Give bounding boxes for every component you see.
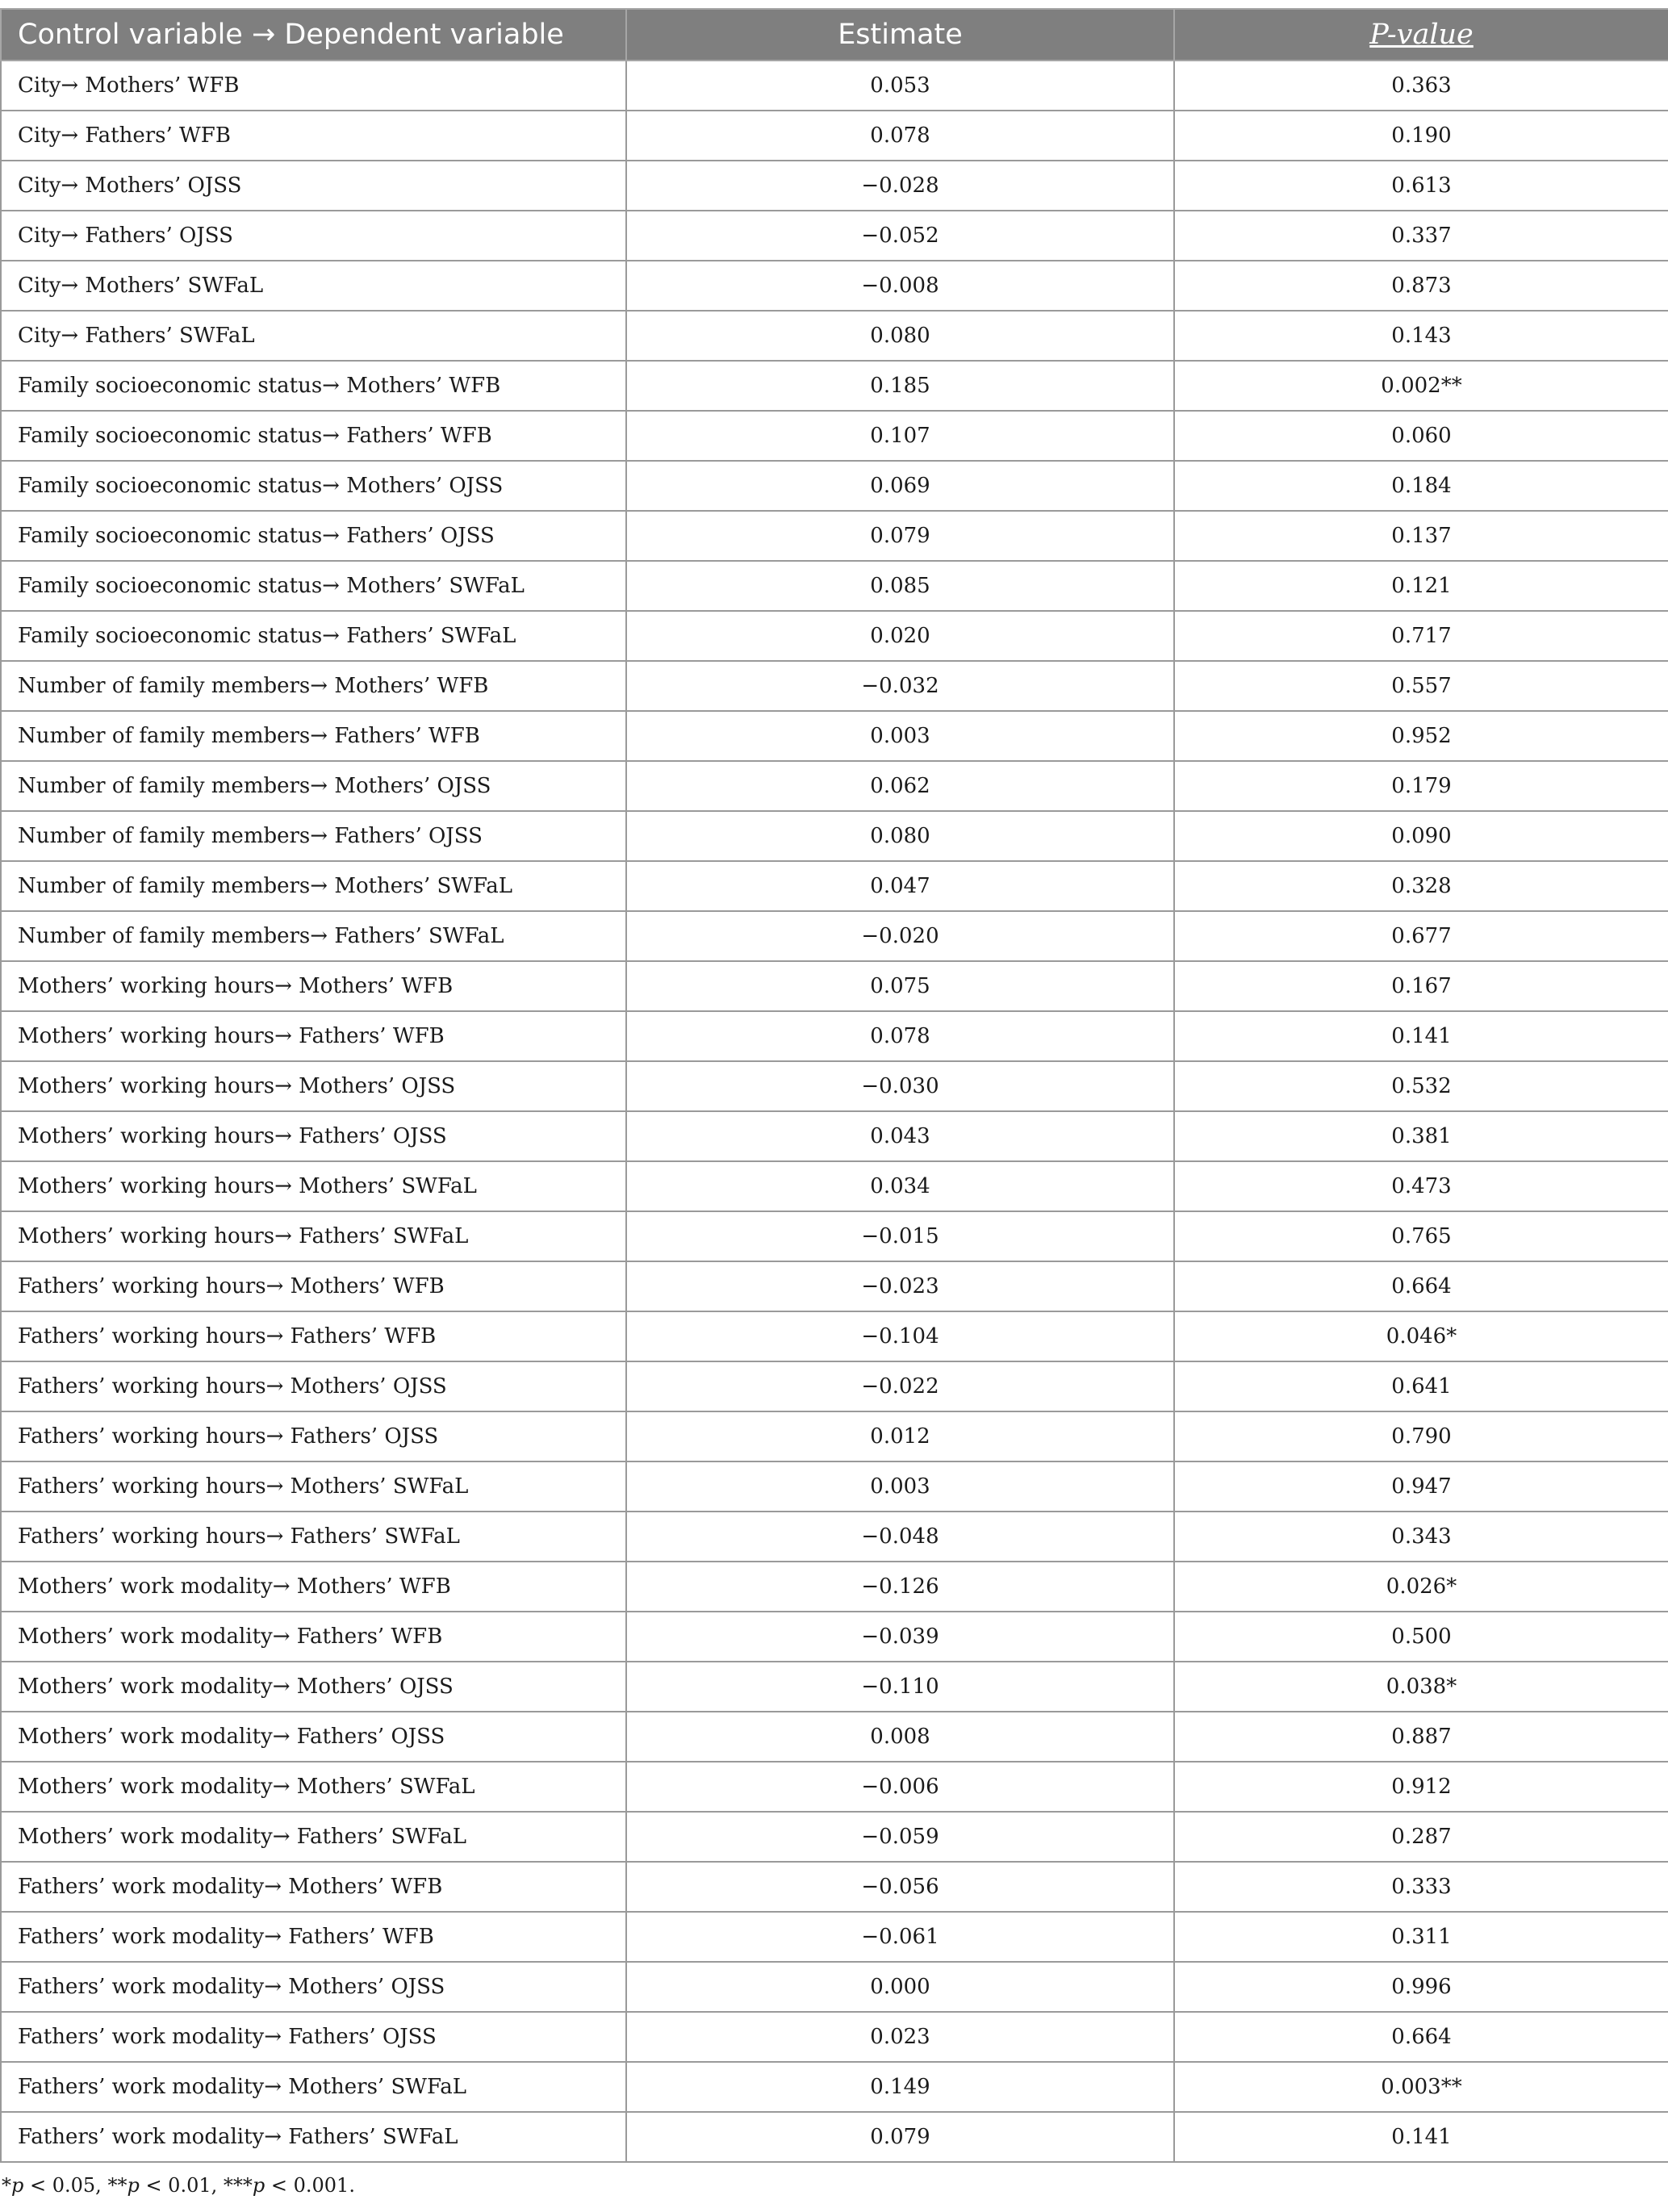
cell-path: Number of family members→ Fathers’ SWFaL — [1, 911, 626, 961]
cell-path: Number of family members→ Fathers’ OJSS — [1, 811, 626, 861]
cell-estimate: 0.107 — [626, 411, 1174, 461]
cell-estimate: −0.110 — [626, 1662, 1174, 1712]
cell-path: Mothers’ working hours→ Fathers’ SWFaL — [1, 1211, 626, 1261]
table-row — [1, 1862, 1668, 1912]
cell-p-value: 0.090 — [1174, 811, 1668, 861]
table-row — [1, 1662, 1668, 1712]
cell-estimate: −0.023 — [626, 1261, 1174, 1311]
cell-path: Mothers’ working hours→ Fathers’ OJSS — [1, 1111, 626, 1161]
cell-estimate: 0.185 — [626, 361, 1174, 411]
cell-path: Fathers’ working hours→ Mothers’ SWFaL — [1, 1461, 626, 1512]
table-row — [1, 311, 1668, 361]
cell-estimate: −0.028 — [626, 161, 1174, 211]
cell-estimate: 0.062 — [626, 761, 1174, 811]
cell-path: Fathers’ working hours→ Mothers’ OJSS — [1, 1361, 626, 1411]
cell-estimate: −0.048 — [626, 1512, 1174, 1562]
cell-estimate: 0.012 — [626, 1411, 1174, 1461]
table-header-row — [1, 9, 1668, 61]
table-row — [1, 261, 1668, 311]
table-row — [1, 811, 1668, 861]
cell-estimate: 0.034 — [626, 1161, 1174, 1211]
cell-p-value: 0.002** — [1174, 361, 1668, 411]
cell-path: Mothers’ work modality→ Fathers’ OJSS — [1, 1712, 626, 1762]
cell-path: City→ Mothers’ WFB — [1, 61, 626, 111]
table-row — [1, 1011, 1668, 1061]
cell-estimate: 0.080 — [626, 811, 1174, 861]
cell-path: Fathers’ working hours→ Fathers’ OJSS — [1, 1411, 626, 1461]
cell-path: Fathers’ work modality→ Fathers’ OJSS — [1, 2012, 626, 2062]
table-row — [1, 461, 1668, 511]
cell-p-value: 0.613 — [1174, 161, 1668, 211]
cell-estimate: −0.015 — [626, 1211, 1174, 1261]
cell-estimate: 0.047 — [626, 861, 1174, 911]
cell-p-value: 0.287 — [1174, 1812, 1668, 1862]
cell-path: City→ Mothers’ SWFaL — [1, 261, 626, 311]
table-row — [1, 111, 1668, 161]
results-table — [0, 8, 1668, 2163]
cell-p-value: 0.184 — [1174, 461, 1668, 511]
cell-estimate: −0.104 — [626, 1311, 1174, 1361]
cell-estimate: −0.126 — [626, 1562, 1174, 1612]
cell-path: Family socioeconomic status→ Mothers’ OJSS — [1, 461, 626, 511]
cell-p-value: 0.790 — [1174, 1411, 1668, 1461]
cell-estimate: −0.008 — [626, 261, 1174, 311]
cell-p-value: 0.137 — [1174, 511, 1668, 561]
cell-estimate: −0.022 — [626, 1361, 1174, 1411]
cell-path: Mothers’ working hours→ Mothers’ OJSS — [1, 1061, 626, 1111]
cell-path: Family socioeconomic status→ Mothers’ SWFaL — [1, 561, 626, 611]
cell-estimate: 0.085 — [626, 561, 1174, 611]
cell-p-value: 0.038* — [1174, 1662, 1668, 1712]
cell-estimate: −0.039 — [626, 1612, 1174, 1662]
cell-p-value: 0.500 — [1174, 1612, 1668, 1662]
cell-path: Fathers’ work modality→ Mothers’ OJSS — [1, 1962, 626, 2012]
cell-path: City→ Fathers’ WFB — [1, 111, 626, 161]
cell-path: Number of family members→ Mothers’ WFB — [1, 661, 626, 711]
cell-estimate: 0.003 — [626, 1461, 1174, 1512]
table-body — [1, 61, 1668, 2162]
cell-p-value: 0.026* — [1174, 1562, 1668, 1612]
footnote-star-1: * — [2, 2174, 11, 2197]
cell-p-value: 0.873 — [1174, 261, 1668, 311]
table-row — [1, 761, 1668, 811]
cell-path: Fathers’ work modality→ Fathers’ WFB — [1, 1912, 626, 1962]
table-row — [1, 1261, 1668, 1311]
cell-p-value: 0.664 — [1174, 1261, 1668, 1311]
cell-p-value: 0.532 — [1174, 1061, 1668, 1111]
cell-p-value: 0.664 — [1174, 2012, 1668, 2062]
table-row — [1, 1762, 1668, 1812]
cell-estimate: 0.003 — [626, 711, 1174, 761]
cell-estimate: 0.069 — [626, 461, 1174, 511]
footnote-p-2: p — [127, 2174, 140, 2197]
cell-path: Number of family members→ Fathers’ WFB — [1, 711, 626, 761]
cell-estimate: −0.006 — [626, 1762, 1174, 1812]
table-row — [1, 1812, 1668, 1862]
footnote-text-3: < 0.001. — [265, 2174, 355, 2197]
table-row — [1, 611, 1668, 661]
table-row — [1, 411, 1668, 461]
cell-estimate: −0.030 — [626, 1061, 1174, 1111]
cell-p-value: 0.677 — [1174, 911, 1668, 961]
table-row — [1, 711, 1668, 761]
cell-p-value: 0.143 — [1174, 311, 1668, 361]
cell-p-value: 0.363 — [1174, 61, 1668, 111]
footnote-text-1: < 0.05, ** — [23, 2174, 128, 2197]
cell-estimate: −0.056 — [626, 1862, 1174, 1912]
cell-p-value: 0.343 — [1174, 1512, 1668, 1562]
table-row — [1, 1061, 1668, 1111]
table-row — [1, 1361, 1668, 1411]
cell-p-value: 0.996 — [1174, 1962, 1668, 2012]
cell-p-value: 0.060 — [1174, 411, 1668, 461]
table-row — [1, 2112, 1668, 2162]
cell-estimate: −0.052 — [626, 211, 1174, 261]
cell-path: Number of family members→ Mothers’ OJSS — [1, 761, 626, 811]
table-row — [1, 561, 1668, 611]
cell-p-value: 0.328 — [1174, 861, 1668, 911]
footnote-p-1: p — [11, 2174, 24, 2197]
cell-p-value: 0.473 — [1174, 1161, 1668, 1211]
cell-path: Mothers’ working hours→ Mothers’ WFB — [1, 961, 626, 1011]
cell-path: Family socioeconomic status→ Mothers’ WFB — [1, 361, 626, 411]
footnote-text-2: < 0.01, *** — [139, 2174, 253, 2197]
cell-p-value: 0.641 — [1174, 1361, 1668, 1411]
cell-p-value: 0.190 — [1174, 111, 1668, 161]
cell-path: Mothers’ work modality→ Mothers’ SWFaL — [1, 1762, 626, 1812]
cell-path: Family socioeconomic status→ Fathers’ WFB — [1, 411, 626, 461]
table-row — [1, 961, 1668, 1011]
cell-path: Fathers’ working hours→ Fathers’ SWFaL — [1, 1512, 626, 1562]
cell-path: Family socioeconomic status→ Fathers’ OJSS — [1, 511, 626, 561]
cell-p-value: 0.717 — [1174, 611, 1668, 661]
cell-p-value: 0.333 — [1174, 1862, 1668, 1912]
cell-path: Fathers’ work modality→ Mothers’ SWFaL — [1, 2062, 626, 2112]
cell-p-value: 0.311 — [1174, 1912, 1668, 1962]
cell-estimate: 0.020 — [626, 611, 1174, 661]
significance-footnote — [0, 2174, 1668, 2197]
cell-estimate: 0.079 — [626, 2112, 1174, 2162]
cell-path: City→ Fathers’ OJSS — [1, 211, 626, 261]
cell-path: Fathers’ working hours→ Mothers’ WFB — [1, 1261, 626, 1311]
header-estimate: Estimate — [626, 9, 1174, 61]
table-row — [1, 511, 1668, 561]
cell-p-value: 0.046* — [1174, 1311, 1668, 1361]
cell-estimate: 0.000 — [626, 1962, 1174, 2012]
cell-p-value: 0.765 — [1174, 1211, 1668, 1261]
cell-estimate: −0.020 — [626, 911, 1174, 961]
cell-estimate: 0.079 — [626, 511, 1174, 561]
table-row — [1, 1411, 1668, 1461]
table-row — [1, 1712, 1668, 1762]
table-row — [1, 361, 1668, 411]
table-row — [1, 1912, 1668, 1962]
cell-estimate: 0.023 — [626, 2012, 1174, 2062]
cell-estimate: 0.053 — [626, 61, 1174, 111]
cell-estimate: −0.032 — [626, 661, 1174, 711]
cell-p-value: 0.381 — [1174, 1111, 1668, 1161]
table-row — [1, 1461, 1668, 1512]
cell-p-value: 0.557 — [1174, 661, 1668, 711]
cell-p-value: 0.887 — [1174, 1712, 1668, 1762]
cell-path: Number of family members→ Mothers’ SWFaL — [1, 861, 626, 911]
cell-estimate: 0.075 — [626, 961, 1174, 1011]
cell-p-value: 0.003** — [1174, 2062, 1668, 2112]
table-row — [1, 911, 1668, 961]
table-row — [1, 61, 1668, 111]
cell-estimate: 0.078 — [626, 1011, 1174, 1061]
cell-estimate: −0.061 — [626, 1912, 1174, 1962]
cell-path: Mothers’ work modality→ Fathers’ SWFaL — [1, 1812, 626, 1862]
header-p-value — [1174, 9, 1668, 61]
header-p-value-label: P-value — [1369, 19, 1474, 51]
cell-estimate: 0.149 — [626, 2062, 1174, 2112]
table-row — [1, 2062, 1668, 2112]
cell-path: Mothers’ work modality→ Fathers’ WFB — [1, 1612, 626, 1662]
table-row — [1, 161, 1668, 211]
table-row — [1, 1111, 1668, 1161]
cell-path: Fathers’ work modality→ Fathers’ SWFaL — [1, 2112, 626, 2162]
table-row — [1, 861, 1668, 911]
cell-p-value: 0.179 — [1174, 761, 1668, 811]
table-row — [1, 661, 1668, 711]
cell-estimate: −0.059 — [626, 1812, 1174, 1862]
footnote-p-3: p — [252, 2174, 265, 2197]
cell-p-value: 0.121 — [1174, 561, 1668, 611]
table-container — [0, 8, 1668, 2197]
cell-p-value: 0.952 — [1174, 711, 1668, 761]
cell-estimate: 0.008 — [626, 1712, 1174, 1762]
table-row — [1, 1512, 1668, 1562]
cell-path: Fathers’ working hours→ Fathers’ WFB — [1, 1311, 626, 1361]
cell-p-value: 0.947 — [1174, 1461, 1668, 1512]
cell-path: City→ Mothers’ OJSS — [1, 161, 626, 211]
cell-estimate: 0.043 — [626, 1111, 1174, 1161]
cell-path: Mothers’ working hours→ Fathers’ WFB — [1, 1011, 626, 1061]
table-row — [1, 1211, 1668, 1261]
cell-p-value: 0.141 — [1174, 2112, 1668, 2162]
cell-estimate: 0.080 — [626, 311, 1174, 361]
cell-path: Fathers’ work modality→ Mothers’ WFB — [1, 1862, 626, 1912]
cell-path: Mothers’ working hours→ Mothers’ SWFaL — [1, 1161, 626, 1211]
cell-path: Mothers’ work modality→ Mothers’ OJSS — [1, 1662, 626, 1712]
table-row — [1, 1562, 1668, 1612]
cell-path: City→ Fathers’ SWFaL — [1, 311, 626, 361]
cell-estimate: 0.078 — [626, 111, 1174, 161]
cell-p-value: 0.337 — [1174, 211, 1668, 261]
table-row — [1, 211, 1668, 261]
header-control-dependent: Control variable → Dependent variable — [1, 9, 626, 61]
cell-p-value: 0.141 — [1174, 1011, 1668, 1061]
cell-p-value: 0.167 — [1174, 961, 1668, 1011]
table-row — [1, 2012, 1668, 2062]
cell-path: Family socioeconomic status→ Fathers’ SWFaL — [1, 611, 626, 661]
table-row — [1, 1161, 1668, 1211]
table-row — [1, 1612, 1668, 1662]
table-row — [1, 1311, 1668, 1361]
table-row — [1, 1962, 1668, 2012]
cell-p-value: 0.912 — [1174, 1762, 1668, 1812]
cell-path: Mothers’ work modality→ Mothers’ WFB — [1, 1562, 626, 1612]
